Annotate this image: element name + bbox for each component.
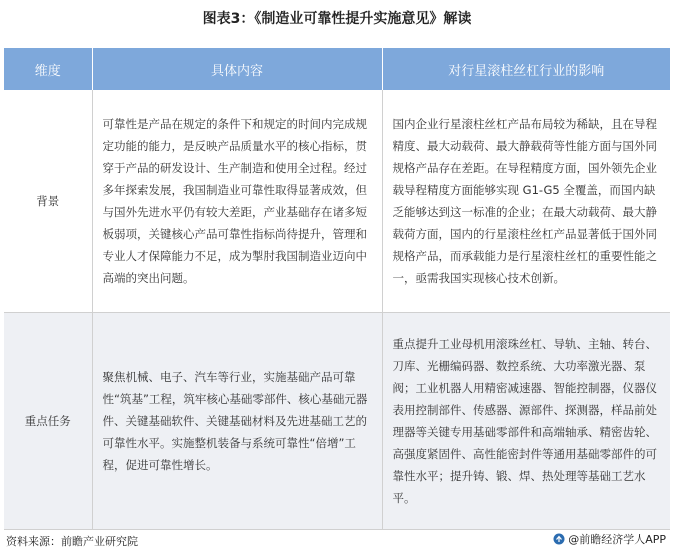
source-note: 资料来源：前瞻产业研究院	[6, 535, 138, 548]
table-row	[4, 90, 670, 313]
table-header-row	[4, 48, 670, 90]
row-content: 聚焦机械、电子、汽车等行业，实施基础产品可靠性“筑基”工程，筑牢核心基础零部件、核心基础元器件、关键基础软件、关键基础材料及先进基础工艺的可靠性水平。实施整机装备与系统可靠性“倍增”工程，促进可靠性增长。	[92, 313, 382, 530]
row-dimension: 背景	[4, 90, 92, 313]
row-dimension: 重点任务	[4, 313, 92, 530]
header-impact: 对行星滚柱丝杠行业的影响	[382, 48, 670, 90]
row-impact: 国内企业行星滚柱丝杠产品布局较为稀缺，且在导程精度、最大动载荷、最大静载荷等性能方面与国外同规格产品存在差距。在导程精度方面，国外领先企业载导程精度方面能够实现 G1-G5 全覆盖，而国内缺乏能够达到这一标准的企业；在最大动载荷、最大静载荷方面，国内的行星滚柱丝杠产品显著低于国外同规格产品，而承载能力是行星滚柱丝杠的重要性能之一，亟需我国实现核心技术创新。	[382, 90, 670, 313]
qianzhan-logo-icon	[553, 533, 565, 545]
table-row	[4, 313, 670, 530]
policy-table	[4, 48, 670, 530]
page-title: 图表3：《制造业可靠性提升实施意见》解读	[202, 11, 472, 27]
brand-credit[interactable]	[553, 531, 666, 547]
header-dimension: 维度	[4, 48, 92, 90]
row-content: 可靠性是产品在规定的条件下和规定的时间内完成规定功能的能力，是反映产品质量水平的核心指标，贯穿于产品的研发设计、生产制造和使用全过程。经过多年探索发展，我国制造业可靠性取得显著成效，但与国外先进水平仍有较大差距，产业基础存在诸多短板弱项，关键核心产品可靠性指标尚待提升，管理和专业人才保障能力不足，成为掣肘我国制造业迈向中高端的突出问题。	[92, 90, 382, 313]
row-impact: 重点提升工业母机用滚珠丝杠、导轨、主轴、转台、刀库、光栅编码器、数控系统、大功率激光器、泵阀；工业机器人用精密减速器、智能控制器，仪器仪表用控制部件、传感器、源部件、探测器，样品前处理器等关键专用基础零部件和高端轴承、精密齿轮、高强度紧固件、高性能密封件等通用基础零部件的可靠性水平；提升铸、锻、焊、热处理等基础工艺水平。	[382, 313, 670, 530]
header-content: 具体内容	[92, 48, 382, 90]
brand-label: @前瞻经济学人APP	[568, 533, 666, 546]
